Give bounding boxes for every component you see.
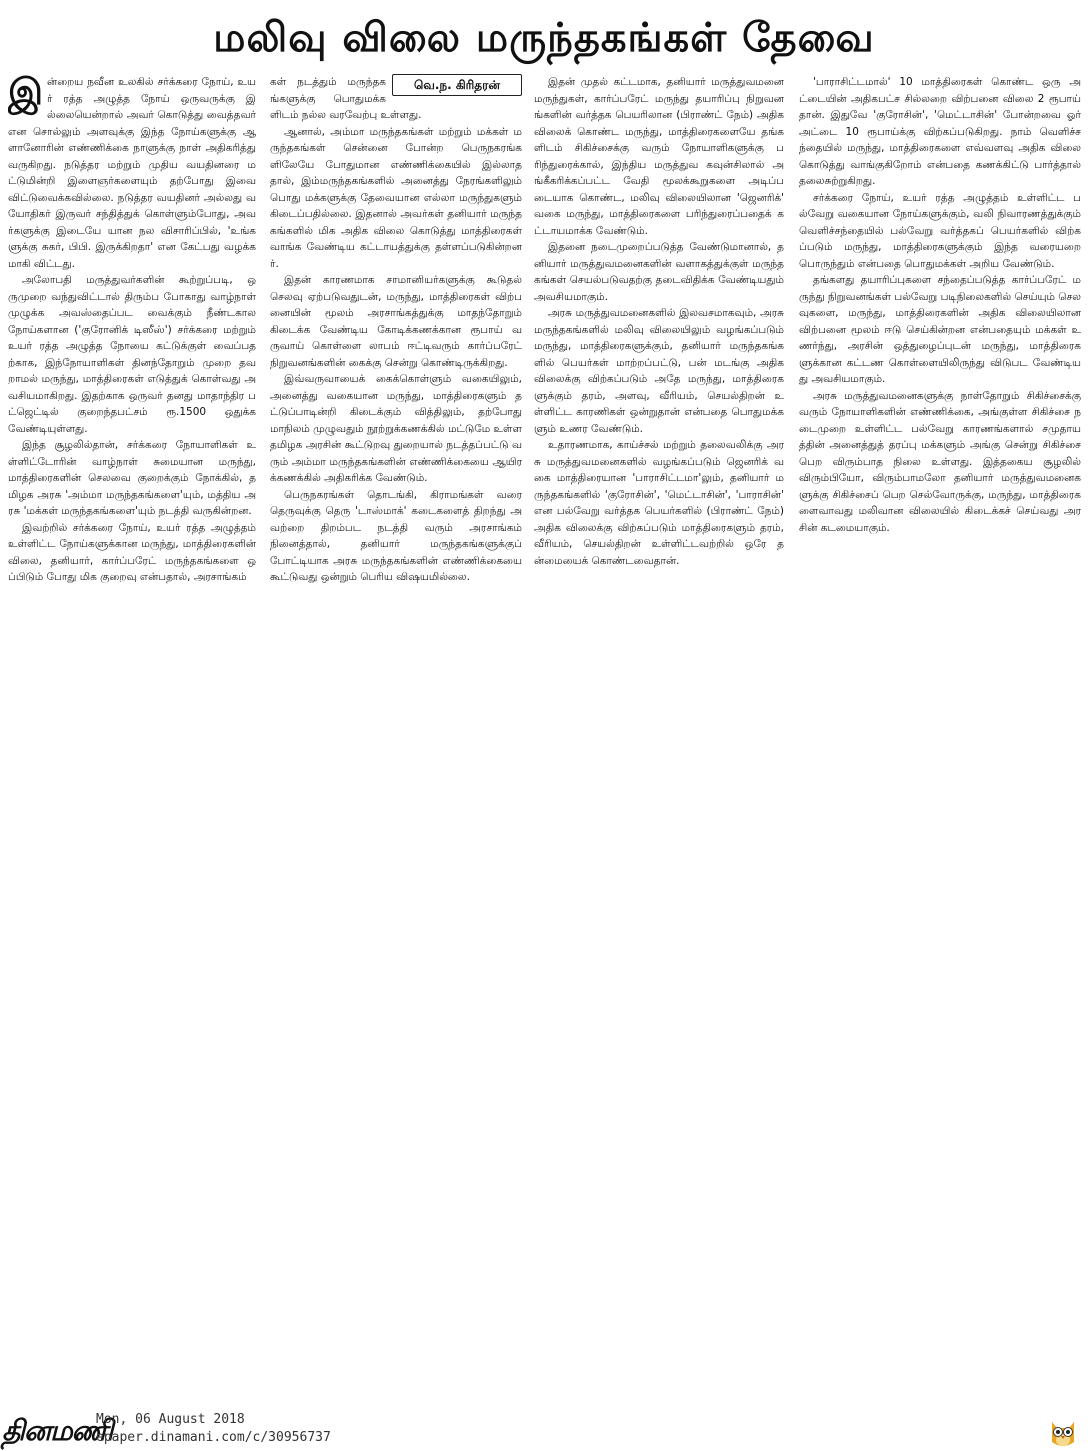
paragraph: அலோபதி மருத்துவர்களின் கூற்றுப்படி, ஒருமுறை வந்துவிட்டால் திரும்ப போகாது வாழ்நாள் முழுக்க அவஸ்தைப்பட வைக்கும் நீண்டகால நோய்களான ('குரோனிக் டிஸீஸ்') சர்க்கரை மற்றும் உயர் ரத்த அழுத்த நோயை கட்டுக்குள் வைப்பதற்காக, இந்நோயாளிகள் தினந்தோறும் முறை தவறாமல் மருந்து, மாத்திரைகள் எடுத்துக் கொள்வது அவசியமாகிறது. இதற்காக ஒருவர் தனது மாதாந்திர பட்ஜெட்டில் குறைந்தபட்சம் ரூ.1500 ஒதுக்க வேண்டியுள்ளது.	[8, 274, 256, 435]
paragraph: இன்றைய நவீன உலகில் சர்க்கரை நோய், உயர் ரத்த அழுத்த நோய் ஒருவருக்கு இல்லையென்றால் அவர் கொடுத்து வைத்தவர் என சொல்லும் அளவுக்கு இந்த நோய்களுக்கு ஆளானோரின் எண்ணிக்கை நாளுக்கு நாள் அதிகரித்து வருகிறது. நடுத்தர மற்றும் முதிய வயதினரை மட்டுமின்றி இளைஞர்களையும் தற்போது இவை விட்டுவைக்கவில்லை. நடுத்தர வயதினர் அல்லது வயோதிகர் இருவர் சந்தித்துக் கொள்ளும்போது, அவர்களுக்கு இடையே யான நல விசாரிப்பில், 'உங்களுக்கு சுகர், பிபி. இருக்கிறதா' என கேட்பது வழக்கமாகி விட்டது.	[8, 74, 256, 270]
paragraph: அரசு மருத்துவமனைகளுக்கு நாள்தோறும் சிகிச்சைக்கு வரும் நோயாளிகளின் எண்ணிக்கை, அங்குள்ள சிகிச்சை நடைமுறை உள்ளிட்ட பல்வேறு காரணங்களால் சமுதாயத்தின் அனைத்துத் தரப்பு மக்களும் அங்கு சென்று சிகிச்சை பெற விரும்பாத நிலை உள்ளது. இத்தகைய சூழலில் விரும்பியோ, விரும்பாமலோ தனியார் மருத்துவமனைகளுக்கு சிகிச்சைப் பெற செல்வோருக்கு, மருந்து, மாத்திரைகளைவாவது மலிவான விலையில் கிடைக்கச் செய்வது அரசின் கடமையாகும்.	[799, 389, 1081, 534]
paragraph: ஆனால், அம்மா மருந்தகங்கள் மற்றும் மக்கள் மருந்தகங்கள் சென்னை போன்ற பெருநகரங்களிலேயே போதுமான எண்ணிக்கையில் இல்லாததால், இம்மருந்தகங்களில் அனைத்து நேரங்களிலும் பொது மக்களுக்கு தேவையான எல்லா மருந்துகளும் கிடைப்பதில்லை. இதனால் அவர்கள் தனியார் மருந்தகங்களில் மிக அதிக விலை கொடுத்து மாத்திரைகள் வாங்க வேண்டிய கட்டாயத்துக்கு தள்ளப்படுகின்றனர்.	[270, 125, 522, 270]
paragraph: 'பாராசிட்டமால்' 10 மாத்திரைகள் கொண்ட ஒரு அட்டையின் அதிகபட்ச சில்லறை விற்பனை விலை 2 ரூபாய் தான். இதுவே 'குரோசின்', 'மெட்டாசின்' போன்றவை ஓர் அட்டை 10 ரூபாய்க்கு விற்கப்படுகிறது. நாம் வெளிச்சந்தையில் மருந்து, மாத்திரைகளை எவ்வளவு அதிக விலை கொடுத்து வாங்குகிறோம் என்பதை கணக்கிட்டு பார்த்தால் தலைசுற்றுகிறது.	[799, 76, 1081, 187]
headline: மலிவு விலை மருந்தகங்கள் தேவை	[213, 15, 875, 61]
paragraph: இதன் காரணமாக சாமானியர்களுக்கு கூடுதல் செலவு ஏற்படுவதுடன், மருந்து, மாத்திரைகள் விற்பனையின் மூலம் அரசாங்கத்துக்கு மாதந்தோறும் கிடைக்க வேண்டிய கோடிக்கணக்கான ரூபாய் வருவாய் கொள்ளை லாபம் ஈட்டிவரும் கார்ப்பரேட் நிறுவனங்களின் கைக்கு சென்று கொண்டிருக்கிறது.	[270, 274, 522, 369]
paragraph: கள் நடத்தும் மருந்தகங்களுக்கு பொதுமக்களிடம் நல்ல வரவேற்பு உள்ளது.	[270, 76, 422, 121]
paragraph: சர்க்கரை நோய், உயர் ரத்த அழுத்தம் உள்ளிட்ட பல்வேறு வகையான நோய்களுக்கும், வலி நிவாரணத்துக்கும் வெளிச்சந்தையில் பல்வேறு வர்த்தகப் பெயர்களில் விற்கப்படும் மருந்து, மாத்திரைகளுக்கும் இந்த வரையறை பொருந்தும் என்பதை பொதுமக்கள் அறிய வேண்டும்.	[799, 191, 1081, 270]
paragraph: தங்களது தயாரிப்புகளை சந்தைப்படுத்த கார்ப்பரேட் மருந்து நிறுவனங்கள் பல்வேறு படிநிலைகளில் செய்யும் செலவுகளை, மருந்து, மாத்திரைகளின் அதிக விலையிலான விற்பனை மூலம் ஈடு செய்கின்றன என்பதையும் மக்கள் உணர்ந்து, அரசின் ஒத்துழைப்புடன் மருந்து, மாத்திரைகளுக்கான கட்டண கொள்ளையிலிருந்து விடுபட வேண்டியது அவசியமாகும்.	[799, 274, 1081, 385]
byline: வெ.ந. கிரிதரன்	[392, 74, 522, 96]
owl-icon	[1046, 1416, 1080, 1450]
paragraph: உதாரணமாக, காய்ச்சல் மற்றும் தலைவலிக்கு அரசு மருத்துவமனைகளில் வழங்கப்படும் ஜெனரிக் வகை மாத்திரையான 'பாராசிட்டமா'லும், தனியார் மருந்தகங்களில் 'குரோசின்', 'மெட்டாசின்', 'பாராசின்' என பல்வேறு வர்த்தக பெயர்களில் (பிராண்ட் நேம்) அதிக விலைக்கு விற்கப்படும் மாத்திரைகளும் தரம், வீரியம், செயல்திறன் உள்ளிட்டவற்றில் ஒரே தன்மையைக் கொண்டவைதான்.	[534, 439, 784, 567]
paragraph: அரசு மருத்துவமனைகளில் இலவசமாகவும், அரசு மருந்தகங்களில் மலிவு விலையிலும் வழங்கப்படும் மருந்து, மாத்திரைகளுக்கும், தனியார் மருந்தகங்களில் பெயர்கள் மாற்றப்பட்டு, பன் மடங்கு அதிக விலைக்கு விற்கப்படும் அதே மருந்து, மாத்திரைகளுக்கும் தரம், அளவு, வீரியம், செயல்திறன் உள்ளிட்ட காரணிகள் ஒன்றுதான் என்பதை பொதுமக்களும் உணர வேண்டும்.	[534, 307, 784, 435]
epaper-link[interactable]: epaper.dinamani.com/c/30956737	[96, 1430, 331, 1445]
article-column-1	[8, 74, 256, 694]
newspaper-logo[interactable]: தினமணி	[2, 1414, 113, 1447]
paragraph: இந்த சூழலில்தான், சர்க்கரை நோயாளிகள் உள்ளிட்டோரின் வாழ்நாள் சுமையான மருந்து, மாத்திரைகளின் செலவை குறைக்கும் நோக்கில், தமிழக அரசு 'அம்மா மருந்தகங்களை'யும், மத்திய அரசு 'மக்கள் மருந்தகங்களை'யும் நடத்தி வருகின்றன.	[8, 439, 256, 517]
paragraph: இவ்வருவாயைக் கைக்கொள்ளும் வகையிலும், அனைத்து வகையான மருந்து, மாத்திரைகளும் தட்டுப்பாடின்றி கிடைக்கும் வித்திலும், தற்போது மாநிலம் முழுவதும் நூற்றுக்கணக்கில் மட்டுமே உள்ள தமிழக அரசின் கூட்டுறவு துறையால் நடத்தப்பட்டு வரும் அம்மா மருந்தகங்களின் எண்ணிக்கையை ஆயிரக்கணக்கில் அதிகரிக்க வேண்டும்.	[270, 373, 522, 484]
paragraph: பெருநகரங்கள் தொடங்கி, கிராமங்கள் வரை தெருவுக்கு தெரு 'டாஸ்மாக்' கடைகளைத் திறந்து அவற்றை திறம்பட நடத்தி வரும் அரசாங்கம் நினைத்தால், தனியார் மருந்தகங்களுக்குப் போட்டியாக அரசு மருந்தகங்களின் எண்ணிக்கையை கூட்டுவது ஒன்றும் பெரிய விஷயமில்லை.	[270, 488, 522, 583]
footer	[0, 700, 1088, 1447]
article-body	[4, 74, 1084, 694]
article-column-2	[270, 74, 522, 694]
article-column-3	[534, 74, 784, 694]
paragraph: இதன் முதல் கட்டமாக, தனியார் மருத்துவமனை மருந்துகள், கார்ப்பரேட் மருந்து தயாரிப்பு நிறுவனங்களின் வர்த்தக பெயரிலான (பிராண்ட் நேம்) அதிக விலைக் கொண்ட மருந்து, மாத்திரைகளையே தங்களிடம் சிகிச்சைக்கு வரும் நோயாளிகளுக்கு பரிந்துரைக்கால், இந்திய மருத்துவ கவுன்சிலால் அங்கீகரிக்கப்பட்ட வேதி மூலக்கூறுகளை அடிப்படையாக கொண்ட, மலிவு விலையிலான 'ஜெனரிக்' வகை மருந்து, மாத்திரைகளை பரிந்துரைப்பதைக் கட்டாயமாக்க வேண்டும்.	[534, 76, 784, 237]
article-column-4	[799, 74, 1081, 694]
paragraph: இவற்றில் சர்க்கரை நோய், உயர் ரத்த அழுத்தம் உள்ளிட்ட நோய்களுக்கான மருந்து, மாத்திரைகளின் விலை, தனியார், கார்ப்பரேட் மருந்தகங்களை ஒப்பிடும் போது மிக குறைவு என்பதால், அரசாங்கம்	[8, 521, 256, 583]
edition-date: Mon, 06 August 2018	[96, 1412, 245, 1427]
paragraph: இதனை நடைமுறைப்படுத்த வேண்டுமானால், தனியார் மருத்துவமனைகளின் வளாகத்துக்குள் மருந்தகங்கள் செயல்படுவதற்கு தடைவிதிக்க வேண்டியதும் அவசியமாகும்.	[534, 241, 784, 303]
drop-cap: இ	[8, 74, 44, 113]
